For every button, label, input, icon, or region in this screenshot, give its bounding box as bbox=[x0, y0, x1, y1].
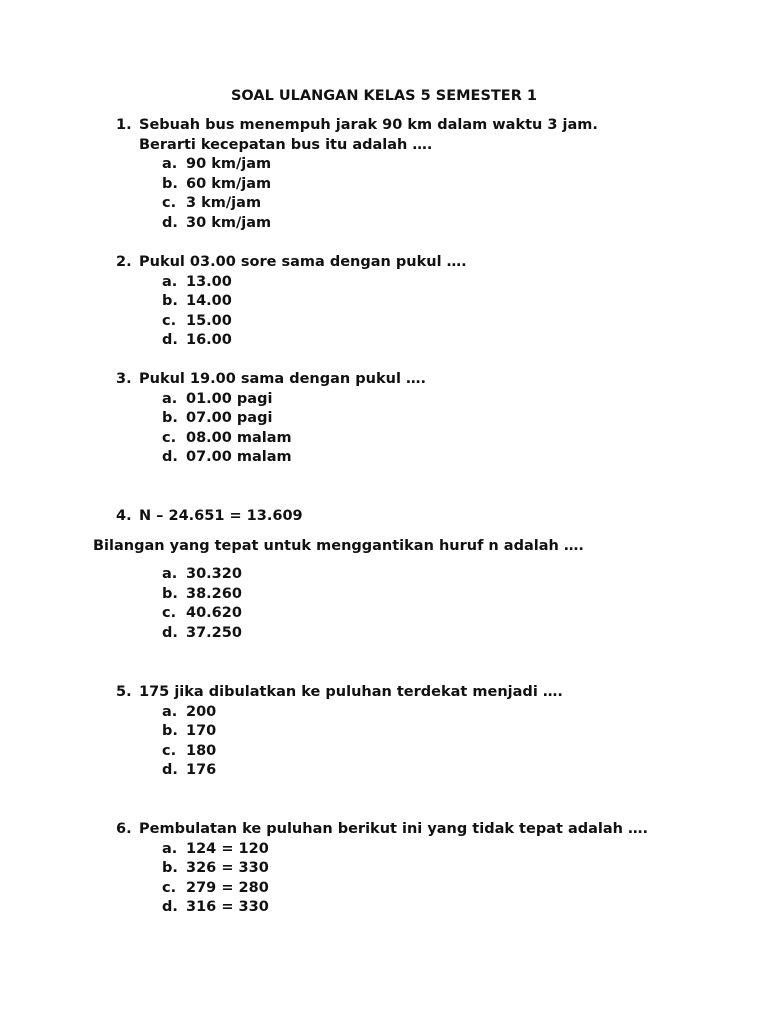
option-d: d. 176 bbox=[162, 762, 217, 778]
option-a: a. 13.00 bbox=[162, 273, 232, 290]
option-d: d. 30 km/jam bbox=[162, 214, 272, 231]
question-5 bbox=[116, 683, 676, 781]
question-number: 4. bbox=[116, 508, 132, 524]
option-b: b. 170 bbox=[162, 723, 217, 739]
option-b: b. 60 km/jam bbox=[162, 175, 272, 192]
option-d: d. 07.00 malam bbox=[162, 449, 292, 465]
question-number: 3. bbox=[116, 371, 132, 387]
option-b: b. 07.00 pagi bbox=[162, 410, 273, 426]
option-c: c. 180 bbox=[162, 742, 217, 759]
option-d: d. 16.00 bbox=[162, 332, 232, 348]
option-a: a. 30.320 bbox=[162, 566, 242, 582]
option-a: a. 200 bbox=[162, 703, 217, 720]
question-6 bbox=[116, 820, 676, 918]
question-4-instruction: Bilangan yang tepat untuk menggantikan huruf n adalah …. bbox=[93, 538, 584, 554]
option-c: c. 279 = 280 bbox=[162, 879, 269, 896]
question-2 bbox=[116, 253, 676, 351]
option-c: c. 3 km/jam bbox=[162, 195, 262, 211]
option-a: a. 01.00 pagi bbox=[162, 390, 273, 407]
option-a: a. 90 km/jam bbox=[162, 156, 272, 172]
question-number: 1. bbox=[116, 117, 132, 133]
question-text: N – 24.651 = 13.609 bbox=[139, 508, 303, 524]
question-text: Pembulatan ke puluhan berikut ini yang tidak tepat adalah …. bbox=[139, 821, 649, 837]
option-d: d. 316 = 330 bbox=[162, 899, 269, 915]
question-text: 175 jika dibulatkan ke puluhan terdekat menjadi …. bbox=[139, 684, 563, 700]
option-d: d. 37.250 bbox=[162, 624, 242, 641]
option-c: c. 08.00 malam bbox=[162, 429, 292, 446]
question-number: 2. bbox=[116, 254, 132, 270]
question-text: Pukul 19.00 sama dengan pukul …. bbox=[139, 371, 426, 387]
option-a: a. 124 = 120 bbox=[162, 840, 269, 857]
option-b: b. 38.260 bbox=[162, 585, 242, 602]
question-number: 6. bbox=[116, 821, 132, 837]
question-4 bbox=[116, 507, 676, 527]
page-title: SOAL ULANGAN KELAS 5 SEMESTER 1 bbox=[230, 88, 538, 104]
question-3 bbox=[116, 370, 676, 468]
option-c: c. 15.00 bbox=[162, 312, 232, 329]
option-b: b. 326 = 330 bbox=[162, 860, 269, 876]
question-text: Pukul 03.00 sore sama dengan pukul …. bbox=[139, 254, 467, 270]
question-number: 5. bbox=[116, 684, 132, 700]
question-4-options bbox=[116, 565, 676, 643]
option-b: b. 14.00 bbox=[162, 293, 232, 309]
question-1 bbox=[116, 116, 676, 233]
option-c: c. 40.620 bbox=[162, 605, 242, 621]
question-text: Sebuah bus menempuh jarak 90 km dalam waktu 3 jam. Berarti kecepatan bus itu adalah …. bbox=[139, 117, 598, 153]
